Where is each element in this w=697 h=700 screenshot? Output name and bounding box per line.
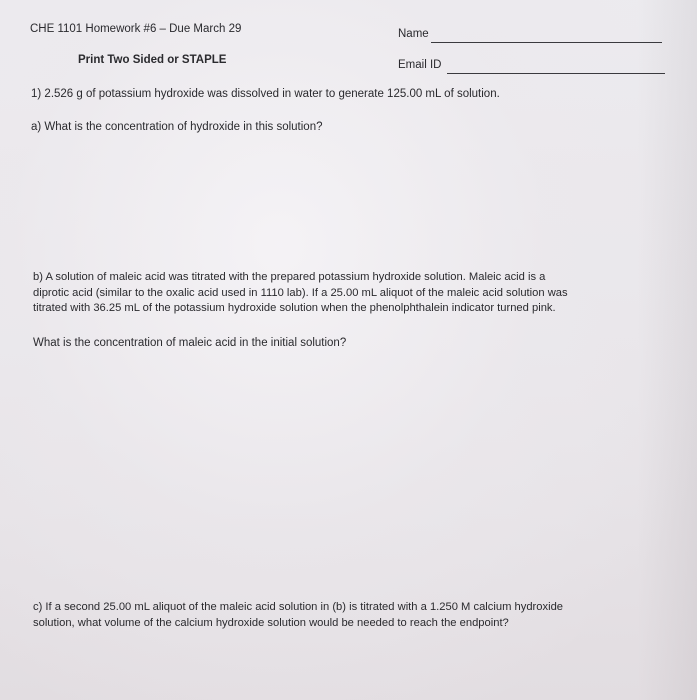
question-1c-line: c) If a second 25.00 mL aliquot of the maleic acid solution in (b) is titrated with a 1.250 M calcium hydroxide: [33, 601, 564, 613]
question-1-intro: 1) 2.526 g of potassium hydroxide was dissolved in water to generate 125.00 mL of solution.: [31, 88, 500, 100]
question-1b-line: b) A solution of maleic acid was titrated with the prepared potassium hydroxide solution. Maleic acid is a: [33, 271, 546, 283]
name-label: Name: [398, 28, 429, 40]
question-1a: a) What is the concentration of hydroxide in this solution?: [31, 121, 323, 133]
name-line: [431, 42, 662, 43]
course-header: CHE 1101 Homework #6 – Due March 29: [30, 23, 242, 35]
paper-shadow: [637, 0, 697, 700]
question-1b: [33, 270, 568, 317]
question-1c-line: solution, what volume of the calcium hydroxide solution would be needed to reach the endpoint?: [33, 616, 509, 629]
question-1b-line: diprotic acid (similar to the oxalic acid used in 1110 lab). If a 25.00 mL aliquot of the maleic acid solution was: [33, 286, 568, 299]
print-note: Print Two Sided or STAPLE: [78, 54, 227, 66]
email-line: [447, 73, 665, 74]
question-1b-prompt: What is the concentration of maleic acid in the initial solution?: [33, 337, 347, 349]
question-1b-line: titrated with 36.25 mL of the potassium hydroxide solution when the phenolphthalein indicator turned pink.: [33, 302, 556, 314]
email-label: Email ID: [398, 59, 442, 71]
question-1c: [33, 600, 563, 631]
